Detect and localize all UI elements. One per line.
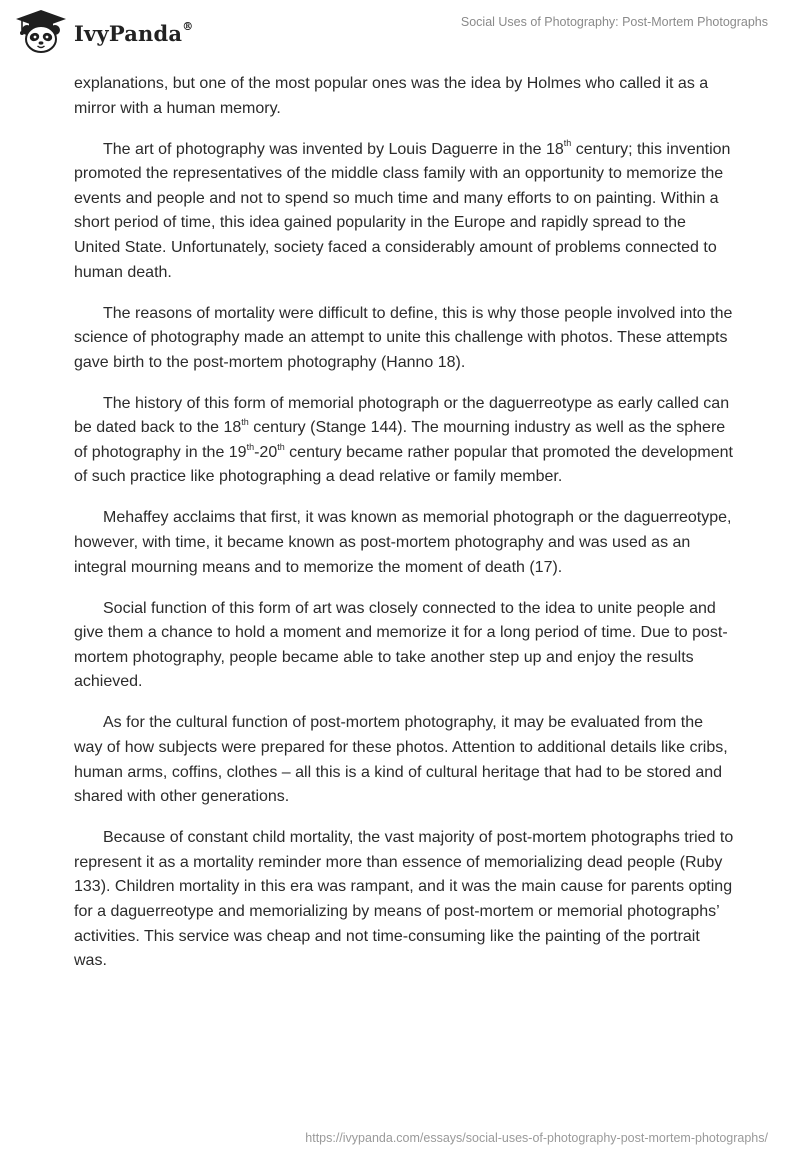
paragraph: explanations, but one of the most popular ones was the idea by Holmes who called it as a mirror with a human memory. <box>74 75 709 117</box>
paragraph: Social function of this form of art was closely connected to the idea to unite people and give them a chance to hold a moment and memorize it for a long period of time. Due to post-mortem photography, people became able to take another step up and enjoy the results achieved. <box>74 599 728 691</box>
document-title: Social Uses of Photography: Post-Mortem Photographs <box>460 15 768 29</box>
paragraph: As for the cultural function of post-mortem photography, it may be evaluated from the way of how subjects were prepared for these photos. Attention to additional details like cribs, human arms, coffins, clothes – all this is a kind of cultural heritage that had to be stored and shared with other generations. <box>74 714 728 806</box>
panda-graduate-icon <box>14 8 68 54</box>
paragraph: The history of this form of memorial photograph or the daguerreotype as early called can be dated back to the 18th century (Stange 144). The mourning industry as well as the sphere of photography in the 19th-20th century became rather popular that promoted the development of such practice like photographing a dead relative or family member. <box>74 394 733 486</box>
paragraph: The reasons of mortality were difficult to define, this is why those people involved into the science of photography made an attempt to unite this challenge with photos. These attempts gave birth to the post-mortem photography (Hanno 18). <box>74 304 733 371</box>
brand-name: IvyPanda® <box>74 19 194 46</box>
brand-logo[interactable] <box>14 8 193 54</box>
essay-body <box>74 72 734 990</box>
paragraph: Because of constant child mortality, the vast majority of post-mortem photographs tried to represent it as a mortality reminder more than essence of memorializing dead people (Ruby 133). Children mortality in this era was rampant, and it was the main cause for parents opting for a daguerreotype and memorializing by means of post-mortem or memorial photographs’ activities. This service was cheap and not time-consuming like the painting of the portrait was. <box>74 829 734 970</box>
source-url-link[interactable]: https://ivypanda.com/essays/social-uses-of-photography-post-mortem-photographs/ <box>305 1131 768 1145</box>
paragraph: The art of photography was invented by Louis Daguerre in the 18th century; this invention promoted the representatives of the middle class family with an opportunity to memorize the events and people and not to spend so much time and many efforts to on painting. Within a short period of time, this idea gained popularity in the Europe and rapidly spread to the United State. Unfortunately, society faced a considerably amount of problems connected to human death. <box>74 138 731 281</box>
paragraph: Mehaffey acclaims that first, it was known as memorial photograph or the daguerreotype, however, with time, it became known as post-mortem photography and was used as an integral mourning means and to memorize the moment of death (17). <box>74 509 732 576</box>
page-header <box>0 0 800 70</box>
